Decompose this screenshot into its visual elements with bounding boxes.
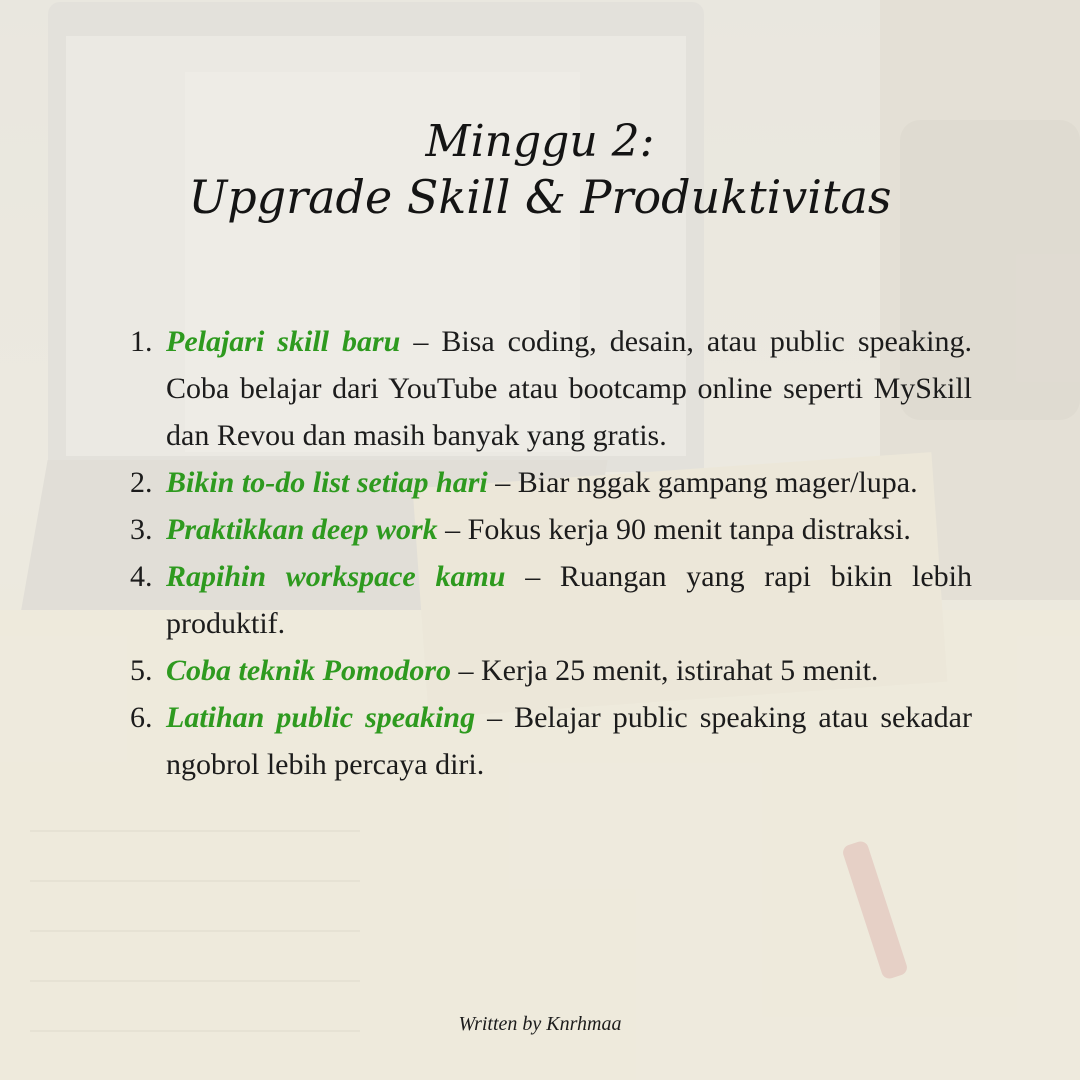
item-text: – Kerja 25 menit, istirahat 5 menit. — [451, 654, 879, 687]
item-text: – Bisa coding, desain, atau public speaking. Coba belajar dari YouTube atau bootcamp online seperti MySkill dan Revou dan masih banyak yang gratis. — [166, 325, 973, 452]
item-number: 4. — [130, 560, 153, 593]
list-item — [130, 647, 972, 694]
item-number: 5. — [130, 654, 153, 687]
item-highlight: Rapihin workspace kamu — [166, 560, 506, 593]
item-highlight: Latihan public speaking — [166, 701, 476, 734]
list-item — [130, 506, 972, 553]
list-item — [130, 318, 972, 459]
item-text: – Biar nggak gampang mager/lupa. — [487, 466, 918, 499]
item-highlight: Pelajari skill baru — [166, 325, 401, 358]
list-item — [130, 694, 972, 788]
item-highlight: Bikin to-do list setiap hari — [166, 466, 488, 499]
item-highlight: Coba teknik Pomodoro — [166, 654, 452, 687]
item-text: – Fokus kerja 90 menit tanpa distraksi. — [437, 513, 911, 546]
title-line-2: Upgrade Skill & Produktivitas — [188, 170, 892, 224]
item-text: – Ruangan yang rapi bikin lebih produktif. — [166, 560, 972, 640]
item-number: 1. — [130, 325, 153, 358]
list-item — [130, 553, 972, 647]
item-number: 6. — [130, 701, 153, 734]
item-highlight: Praktikkan deep work — [166, 513, 438, 546]
item-number: 3. — [130, 513, 153, 546]
title-line-1: Minggu 2: — [425, 116, 655, 167]
item-number: 2. — [130, 466, 153, 499]
list-item — [130, 459, 972, 506]
tips-list — [130, 318, 972, 788]
author-credit: Written by Knrhmaa — [458, 1013, 622, 1035]
item-text: – Belajar public speaking atau sekadar ngobrol lebih percaya diri. — [166, 701, 972, 781]
